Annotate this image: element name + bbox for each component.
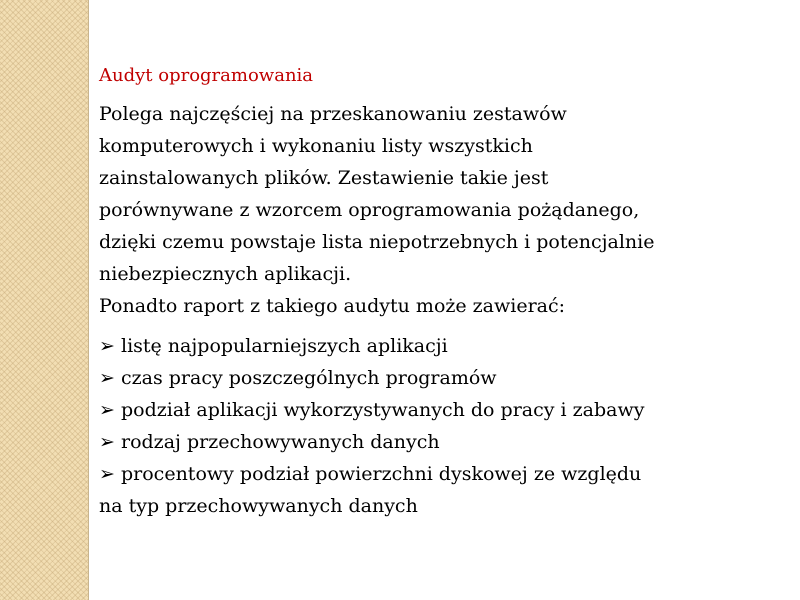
paragraph-line: dzięki czemu powstaje lista niepotrzebnych i potencjalnie xyxy=(99,231,655,253)
paragraph-line: porównywane z wzorcem oprogramowania pożądanego, xyxy=(99,199,640,221)
bullet-list xyxy=(99,330,764,522)
paragraph-line: niebezpiecznych aplikacji. xyxy=(99,263,352,285)
bullet-text: rodzaj przechowywanych danych xyxy=(121,431,440,453)
arrow-bullet-icon: ➢ xyxy=(99,399,115,421)
slide-content xyxy=(99,62,764,522)
list-item xyxy=(99,394,764,426)
bullet-text: procentowy podział powierzchni dyskowej ze względu xyxy=(121,463,642,485)
list-item xyxy=(99,330,764,362)
arrow-bullet-icon: ➢ xyxy=(99,431,115,453)
paragraph-line: zainstalowanych plików. Zestawienie takie jest xyxy=(99,167,549,189)
bullet-continuation: na typ przechowywanych danych xyxy=(99,495,418,517)
slide-title: Audyt oprogramowania xyxy=(99,65,314,86)
list-item xyxy=(99,458,764,522)
arrow-bullet-icon: ➢ xyxy=(99,463,115,485)
arrow-bullet-icon: ➢ xyxy=(99,367,115,389)
bullet-text: czas pracy poszczególnych programów xyxy=(121,367,497,389)
description-paragraph xyxy=(99,98,764,322)
bullet-text: listę najpopularniejszych aplikacji xyxy=(121,335,448,357)
bullet-text: podział aplikacji wykorzystywanych do pracy i zabawy xyxy=(121,399,645,421)
paragraph-line: Polega najczęściej na przeskanowaniu zestawów xyxy=(99,103,567,125)
arrow-bullet-icon: ➢ xyxy=(99,335,115,357)
paragraph-line: komputerowych i wykonaniu listy wszystkich xyxy=(99,135,533,157)
decorative-side-band xyxy=(0,0,89,600)
list-item xyxy=(99,362,764,394)
paragraph-line: Ponadto raport z takiego audytu może zawierać: xyxy=(99,295,566,317)
list-item xyxy=(99,426,764,458)
